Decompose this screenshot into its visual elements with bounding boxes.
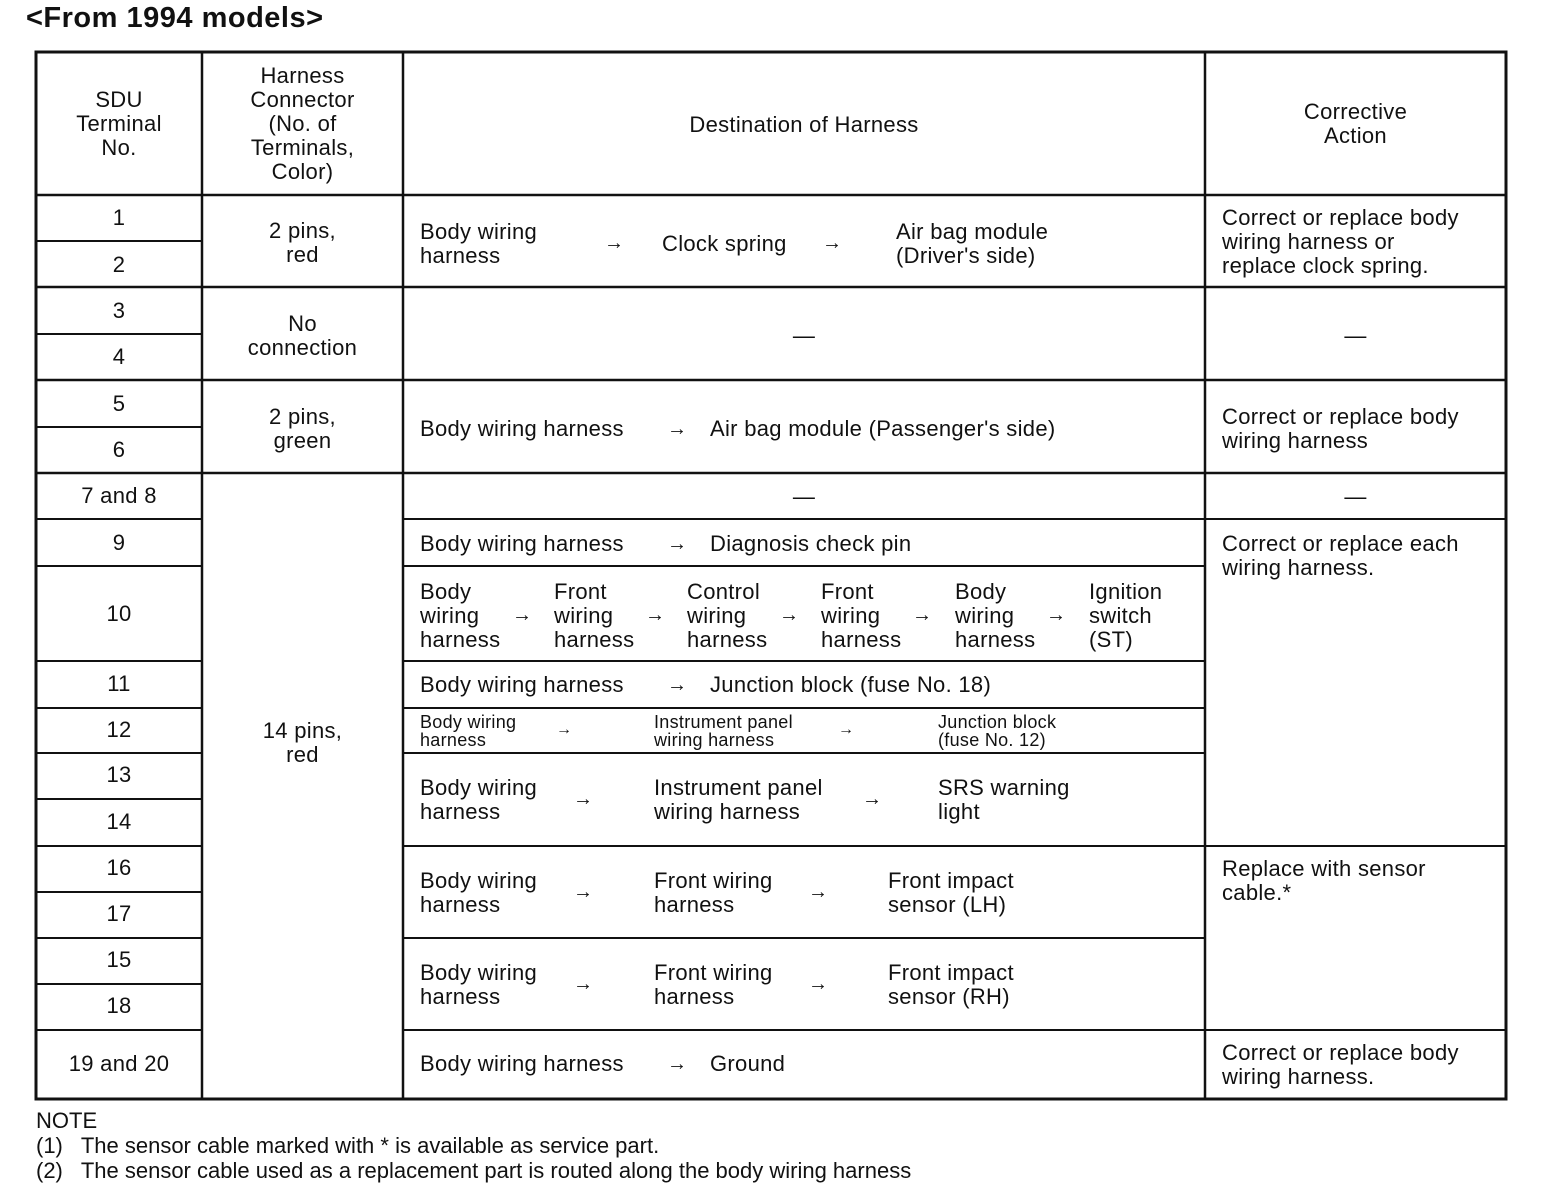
terminal-cell: 15 (106, 947, 132, 972)
terminal-cell: 17 (106, 901, 132, 926)
destination-node: Body wiring harness (420, 531, 624, 556)
terminal-cell: 3 (112, 298, 126, 323)
arrow-icon: → (912, 604, 932, 626)
destination-node: SRS warning light (938, 775, 1070, 824)
arrow-icon: → (808, 973, 828, 995)
destination-node: Front impact sensor (RH) (888, 960, 1014, 1009)
terminal-cell: 5 (112, 391, 126, 416)
terminal-cell: 7 and 8 (81, 483, 157, 508)
destination-node: Diagnosis check pin (710, 531, 912, 556)
destination-node: Control wiring harness (687, 579, 768, 652)
destination-node: Body wiring harness (420, 960, 538, 1009)
terminal-cell: 13 (106, 762, 132, 787)
terminal-cell: 12 (106, 717, 132, 742)
destination-node: Body wiring harness (955, 579, 1036, 652)
header-sdu-terminal: SDU Terminal No. (76, 87, 162, 160)
destination-node: Junction block (fuse No. 12) (938, 712, 1057, 750)
arrow-icon: → (667, 1053, 687, 1075)
connector-cell: 2 pins, green (269, 404, 336, 453)
header-destination: Destination of Harness (689, 112, 919, 137)
note-item: (2) The sensor cable used as a replacement part is routed along the body wiring harness (36, 1158, 912, 1183)
terminal-cell: 18 (106, 993, 132, 1018)
destination-node: Body wiring harness (420, 672, 624, 697)
terminal-cell: 14 (106, 809, 132, 834)
terminal-cell: 19 and 20 (68, 1051, 170, 1076)
destination-node: Air bag module (Passenger's side) (710, 416, 1056, 441)
destination-node: Air bag module (Driver's side) (896, 219, 1049, 268)
destination-node: Body wiring harness (420, 416, 624, 441)
note-label: NOTE (36, 1108, 98, 1133)
destination-node: Front wiring harness (554, 579, 635, 652)
arrow-icon: → (862, 788, 882, 810)
corrective-action-cell: Correct or replace body wiring harness. (1222, 1040, 1459, 1089)
connector-cell: 14 pins, red (262, 718, 343, 767)
arrow-icon: → (604, 232, 624, 254)
page-title: <From 1994 models> (26, 2, 324, 34)
destination-empty: — (792, 484, 816, 509)
corrective-action-cell: Correct or replace body wiring harness or replace clock spring. (1222, 205, 1459, 278)
destination-node: Ignition switch (ST) (1089, 579, 1163, 652)
corrective-action-cell: Replace with sensor cable.* (1222, 856, 1426, 905)
arrow-icon: → (667, 674, 687, 696)
arrow-icon: → (808, 881, 828, 903)
destination-node: Clock spring (662, 231, 787, 256)
destination-empty: — (792, 323, 816, 348)
arrow-icon: → (556, 721, 572, 738)
destination-node: Body wiring harness (420, 775, 538, 824)
arrow-icon: → (667, 533, 687, 555)
arrow-icon: → (838, 721, 854, 738)
destination-node: Instrument panel wiring harness (654, 775, 823, 824)
destination-node: Body wiring harness (420, 1051, 624, 1076)
destination-node: Ground (710, 1051, 786, 1076)
destination-node: Front wiring harness (654, 960, 773, 1009)
destination-node: Front impact sensor (LH) (888, 868, 1014, 917)
destination-node: Front wiring harness (821, 579, 902, 652)
destination-node: Front wiring harness (654, 868, 773, 917)
terminal-cell: 10 (106, 601, 132, 626)
corrective-action-cell: Correct or replace each wiring harness. (1222, 531, 1459, 580)
arrow-icon: → (573, 973, 593, 995)
header-harness-connector: Harness Connector (No. of Terminals, Color) (250, 63, 355, 184)
arrow-icon: → (779, 604, 799, 626)
connector-cell: No connection (247, 311, 358, 360)
destination-node: Body wiring harness (420, 219, 538, 268)
arrow-icon: → (667, 418, 687, 440)
terminal-cell: 1 (112, 205, 126, 230)
terminal-cell: 9 (112, 530, 126, 555)
arrow-icon: → (1046, 604, 1066, 626)
terminal-cell: 6 (112, 437, 126, 462)
terminal-cell: 4 (112, 344, 126, 369)
destination-node: Body wiring harness (420, 579, 501, 652)
arrow-icon: → (573, 881, 593, 903)
terminal-cell: 2 (112, 252, 126, 277)
note-item: (1) The sensor cable marked with * is available as service part. (36, 1133, 660, 1158)
terminal-cell: 16 (106, 855, 132, 880)
destination-node: Body wiring harness (420, 712, 517, 750)
header-corrective-action: Corrective Action (1303, 99, 1408, 148)
corrective-action-cell: — (1344, 323, 1367, 348)
destination-node: Junction block (fuse No. 18) (710, 672, 992, 697)
arrow-icon: → (512, 604, 532, 626)
arrow-icon: → (822, 232, 842, 254)
arrow-icon: → (645, 604, 665, 626)
destination-node: Instrument panel wiring harness (654, 712, 793, 750)
corrective-action-cell: Correct or replace body wiring harness (1222, 404, 1459, 453)
destination-node: Body wiring harness (420, 868, 538, 917)
connector-cell: 2 pins, red (269, 218, 336, 267)
arrow-icon: → (573, 788, 593, 810)
terminal-cell: 11 (107, 671, 131, 696)
corrective-action-cell: — (1344, 484, 1367, 509)
